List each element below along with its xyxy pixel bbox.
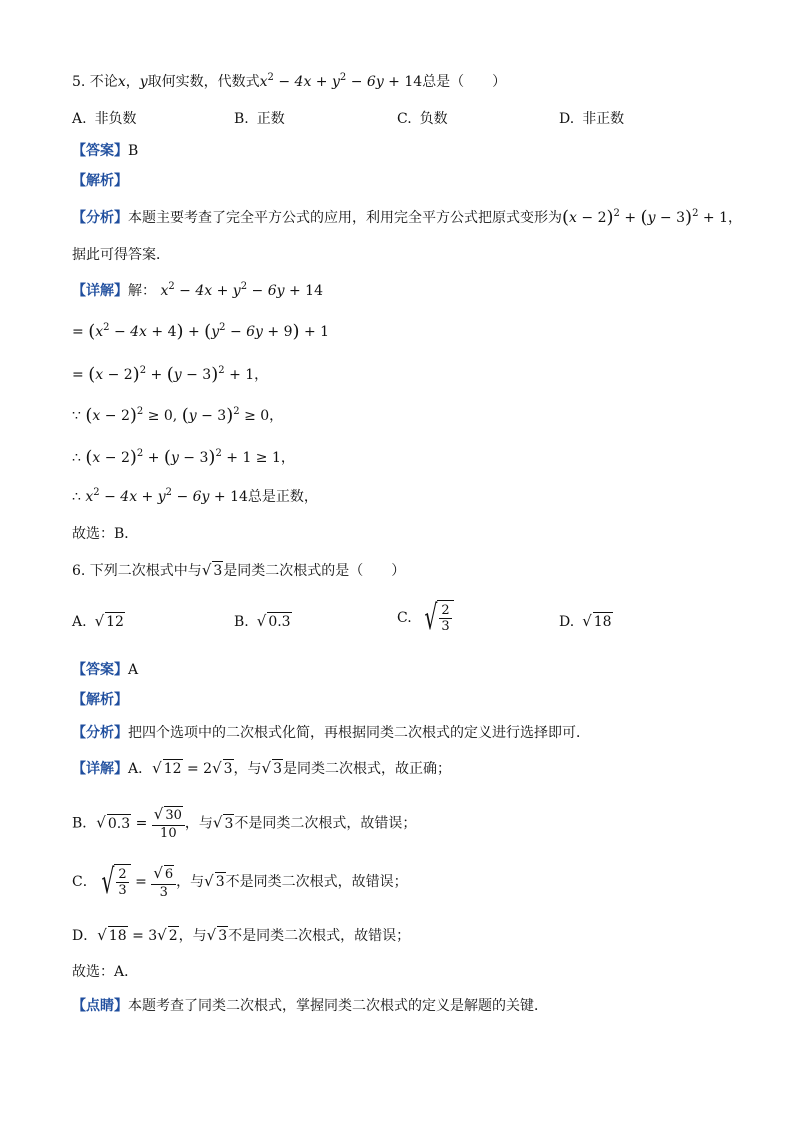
q5-detail-line2: = $(x^2 - 4x + 4) + (y^2 - 6y + 9) + 1$ <box>72 321 330 342</box>
q6-stem: 6. 下列二次根式中与√ 3是同类二次根式的是（ ） <box>72 561 406 579</box>
q6-dianjing: 【点睛】本题考查了同类二次根式，掌握同类二次根式的定义是解题的关键． <box>72 998 548 1014</box>
q5-options <box>72 108 722 130</box>
q5-detail-line4: ∵ $(x - 2)^2 \ge 0$, $(y - 3)^2 \ge 0$， <box>72 405 284 426</box>
q5-detail-expr: $x^2 - 4x + y^2 - 6y + 14$ <box>160 281 323 299</box>
q5-answer: 【答案】B <box>72 143 139 159</box>
q6-analysis-heading: 【解析】 <box>72 692 128 708</box>
q5-fenxi-formula: $(x - 2)^2 + (y - 3)^2 + 1$ <box>562 207 728 228</box>
q6-option-b: B. √ 0.3 <box>234 612 291 630</box>
q5-expression: $x^2 - 4x + y^2 - 6y + 14$ <box>259 72 423 90</box>
q6-detail-a: 【详解】A．√ 12 = 2√ 3，与√ 3是同类二次根式，故正确； <box>72 759 452 777</box>
q6-options <box>72 598 722 648</box>
q5-fenxi: 【分析】本题主要考查了完全平方公式的应用，利用完全平方公式把原式变形为$(x - 2)^2 + (y - 3)^2 + 1$， <box>72 207 742 228</box>
q5-option-c: C. 负数 <box>397 111 448 127</box>
q5-analysis-heading: 【解析】 <box>72 173 128 189</box>
q5-option-d: D. 非正数 <box>559 111 625 127</box>
q6-choose: 故选：A． <box>72 964 139 980</box>
q5-option-a: A. 非负数 <box>72 111 137 127</box>
q5-conclusion-expr: $x^2 - 4x + y^2 - 6y + 14$ <box>85 487 248 505</box>
q5-detail-line3: = $(x - 2)^2 + (y - 3)^2 + 1$， <box>72 364 269 385</box>
q6-fenxi: 【分析】把四个选项中的二次根式化简，再根据同类二次根式的定义进行选择即可． <box>72 725 590 741</box>
q5-option-b: B. 正数 <box>234 111 285 127</box>
q6-option-c: C. √ $\frac{2}{3}$ <box>397 600 454 636</box>
q5-detail-line5: ∴ $(x - 2)^2 + (y - 3)^2 + 1 \ge 1$， <box>72 447 295 468</box>
q6-option-a: A. √ 12 <box>72 612 124 630</box>
q5-fenxi-line2: 据此可得答案． <box>72 247 170 263</box>
q6-detail-c: C． √ $\frac{2}{3}$ = $\frac{√ 6}{3}$ ，与√ 3不是同类二次根式，故错误； <box>72 862 408 902</box>
q6-detail-d: D．√ 18 = 3√ 2，与√ 3不是同类二次根式，故错误； <box>72 926 411 944</box>
q6-detail-b: B．√ 0.3 = $\frac{√ 30}{10}$ ，与√ 3不是同类二次根式，故错误； <box>72 805 417 841</box>
q6-answer: 【答案】A <box>72 662 139 678</box>
q5-stem: 5. 不论x，y取何实数，代数式$x^2 - 4x + y^2 - 6y + 14$总是（ ） <box>72 72 507 90</box>
q5-detail-line1: 【详解】解： $x^2 - 4x + y^2 - 6y + 14$ <box>72 281 323 299</box>
q6-option-d: D. √ 18 <box>559 612 612 630</box>
q5-detail-line6: ∴ $x^2 - 4x + y^2 - 6y + 14$总是正数， <box>72 487 318 505</box>
q5-choose: 故选：B． <box>72 526 139 542</box>
